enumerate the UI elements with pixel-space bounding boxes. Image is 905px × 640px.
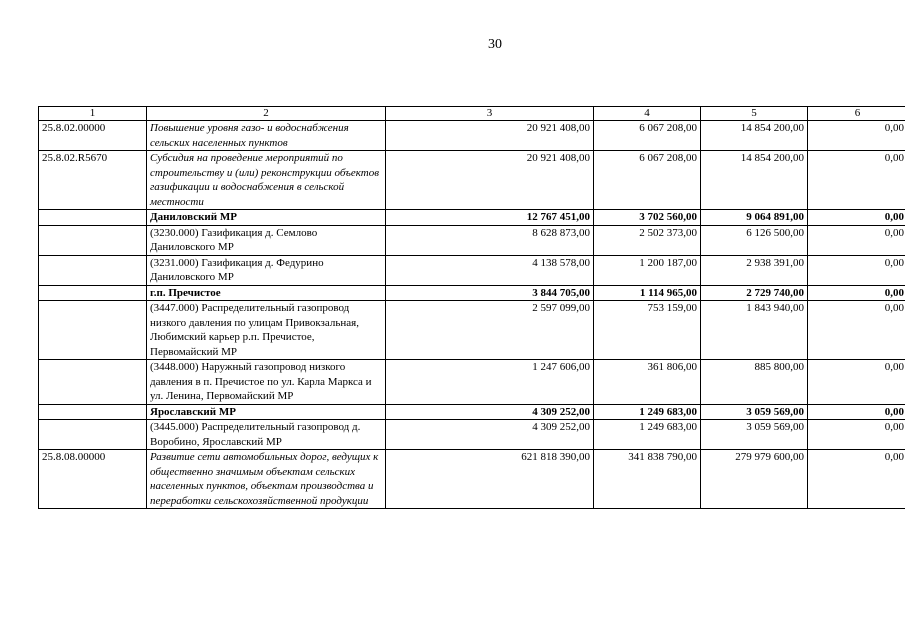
total-amount-cell: 8 628 873,00	[386, 225, 594, 255]
amount-cell: 0,00	[808, 301, 905, 360]
amount-cell: 0,00	[808, 420, 905, 450]
code-cell: 25.8.08.00000	[39, 450, 147, 509]
total-amount-cell: 621 818 390,00	[386, 450, 594, 509]
name-cell: (3231.000) Газификация д. Федурино Даниловского МР	[147, 255, 386, 285]
total-amount-cell: 4 309 252,00	[386, 420, 594, 450]
column-number-header-row	[39, 107, 905, 121]
amount-cell: 2 938 391,00	[701, 255, 808, 285]
amount-cell: 6 067 208,00	[594, 151, 701, 210]
name-cell: (3447.000) Распределительный газопровод низкого давления по улицам Привокзальная, Любимский карьер р.п. Пречистое, Первомайский МР	[147, 301, 386, 360]
name-cell: г.п. Пречистое	[147, 285, 386, 301]
amount-cell: 341 838 790,00	[594, 450, 701, 509]
amount-cell: 1 114 965,00	[594, 285, 701, 301]
code-cell: 25.8.02.00000	[39, 121, 147, 151]
amount-cell: 9 064 891,00	[701, 210, 808, 226]
name-cell: Субсидия на проведение мероприятий по строительству и (или) реконструкции объектов газификации и водоснабжения в сельской местности	[147, 151, 386, 210]
table-row	[39, 151, 905, 210]
code-cell	[39, 225, 147, 255]
page-number: 30	[488, 37, 502, 52]
amount-cell: 1 249 683,00	[594, 404, 701, 420]
amount-cell: 279 979 600,00	[701, 450, 808, 509]
amount-cell: 14 854 200,00	[701, 151, 808, 210]
amount-cell: 0,00	[808, 151, 905, 210]
amount-cell: 0,00	[808, 121, 905, 151]
code-cell	[39, 420, 147, 450]
table-row	[39, 255, 905, 285]
amount-cell: 753 159,00	[594, 301, 701, 360]
total-amount-cell: 12 767 451,00	[386, 210, 594, 226]
amount-cell: 1 200 187,00	[594, 255, 701, 285]
table-row	[39, 285, 905, 301]
name-cell: (3230.000) Газификация д. Семлово Даниловского МР	[147, 225, 386, 255]
amount-cell: 2 729 740,00	[701, 285, 808, 301]
amount-cell: 0,00	[808, 360, 905, 405]
table-row	[39, 301, 905, 360]
table-row	[39, 225, 905, 255]
amount-cell: 0,00	[808, 255, 905, 285]
table-row	[39, 420, 905, 450]
name-cell: Даниловский МР	[147, 210, 386, 226]
column-header: 2	[147, 107, 386, 121]
code-cell	[39, 285, 147, 301]
name-cell: Развитие сети автомобильных дорог, ведущих к общественно значимым объектам сельских населенных пунктов, объектам производства и переработки сельскохозяйственной продукции	[147, 450, 386, 509]
name-cell: (3445.000) Распределительный газопровод д. Воробино, Ярославский МР	[147, 420, 386, 450]
amount-cell: 1 249 683,00	[594, 420, 701, 450]
amount-cell: 0,00	[808, 210, 905, 226]
column-header: 1	[39, 107, 147, 121]
code-cell	[39, 255, 147, 285]
total-amount-cell: 2 597 099,00	[386, 301, 594, 360]
name-cell: Ярославский МР	[147, 404, 386, 420]
amount-cell: 0,00	[808, 285, 905, 301]
amount-cell: 6 126 500,00	[701, 225, 808, 255]
column-header: 4	[594, 107, 701, 121]
code-cell: 25.8.02.R5670	[39, 151, 147, 210]
column-header: 5	[701, 107, 808, 121]
table-row	[39, 121, 905, 151]
amount-cell: 6 067 208,00	[594, 121, 701, 151]
total-amount-cell: 1 247 606,00	[386, 360, 594, 405]
amount-cell: 0,00	[808, 450, 905, 509]
total-amount-cell: 4 309 252,00	[386, 404, 594, 420]
code-cell	[39, 360, 147, 405]
amount-cell: 3 059 569,00	[701, 404, 808, 420]
table-body	[39, 121, 905, 509]
amount-cell: 885 800,00	[701, 360, 808, 405]
table-row	[39, 404, 905, 420]
amount-cell: 2 502 373,00	[594, 225, 701, 255]
name-cell: Повышение уровня газо- и водоснабжения сельских населенных пунктов	[147, 121, 386, 151]
name-cell: (3448.000) Наружный газопровод низкого давления в п. Пречистое по ул. Карла Маркса и ул. Ленина, Первомайский МР	[147, 360, 386, 405]
total-amount-cell: 3 844 705,00	[386, 285, 594, 301]
table-row	[39, 210, 905, 226]
amount-cell: 1 843 940,00	[701, 301, 808, 360]
amount-cell: 14 854 200,00	[701, 121, 808, 151]
amount-cell: 361 806,00	[594, 360, 701, 405]
table-row	[39, 450, 905, 509]
amount-cell: 3 702 560,00	[594, 210, 701, 226]
total-amount-cell: 20 921 408,00	[386, 151, 594, 210]
code-cell	[39, 210, 147, 226]
amount-cell: 0,00	[808, 225, 905, 255]
code-cell	[39, 301, 147, 360]
column-header: 3	[386, 107, 594, 121]
table-row	[39, 360, 905, 405]
amount-cell: 3 059 569,00	[701, 420, 808, 450]
budget-table	[38, 106, 905, 509]
amount-cell: 0,00	[808, 404, 905, 420]
total-amount-cell: 4 138 578,00	[386, 255, 594, 285]
column-header: 6	[808, 107, 905, 121]
total-amount-cell: 20 921 408,00	[386, 121, 594, 151]
code-cell	[39, 404, 147, 420]
